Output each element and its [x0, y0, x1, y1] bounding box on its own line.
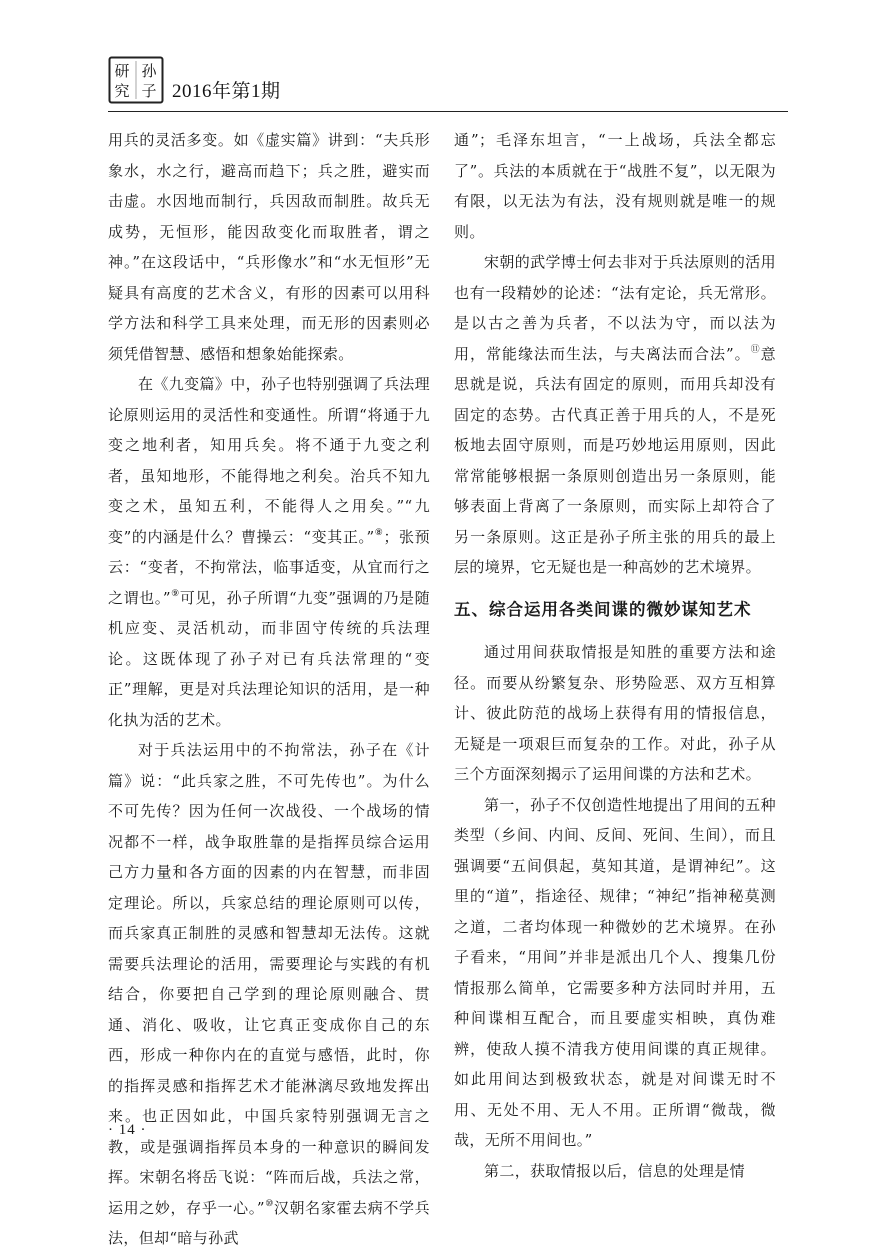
journal-logo-icon [108, 56, 164, 104]
page-number: · 14 · [108, 1122, 147, 1138]
issue-label: 2016年第1期 [172, 81, 281, 102]
paragraph: 第一，孙子不仅创造性地提出了用间的五种类型（乡间、内间、反间、死间、生间），而且强调要“五间俱起，莫知其道，是谓神纪”。这里的“道”，指途径、规律；“神纪”指神秘莫测之道，二者均体现一种微妙的艺术境界。在孙子看来，“用间”并非是派出几个人、搜集几份情报那么简单，它需要多种方法同时并用，五种间谍相互配合，而且要虚实相映，真伪难辨，使敌人摸不清我方使用间谍的真正规律。如此用间达到极致状态，就是对间谍无时不用、无处不用、无人不用。正所谓“微哉，微哉，无所不用间也。” [454, 795, 776, 1149]
paragraph: 第二，获取情报以后，信息的处理是情 [484, 1161, 745, 1180]
left-column [108, 125, 430, 1254]
header-rule [108, 111, 788, 112]
footnote-ref: ⑪ [750, 344, 761, 355]
footnote-ref: ⑩ [264, 1198, 274, 1209]
svg-text:孙: 孙 [141, 62, 157, 80]
paragraph: 对于兵法运用中的不拘常法，孙子在《计篇》说：“此兵家之胜，不可先传也”。为什么不可先传？因为任何一次战役、一个战场的情况都不一样，战争取胜靠的是指挥员综合运用己方力量和各方面的因素的内在智慧，而非固定理论。所以，兵家总结的理论原则可以传，而兵家真正制胜的灵感和智慧却无法传。这就需要兵法理论的活用，需要理论与实践的有机结合，你要把自己学到的理论原则融合、贯通、消化、吸收，让它真正变成你自己的东西，形成一种你内在的直觉与感悟，此时，你的指挥灵感和指挥艺术才能淋漓尽致地发挥出来。也正因如此，中国兵家特别强调无言之教，或是强调指挥员本身的一种意识的瞬间发挥。宋朝名将岳飞说：“阵而后战，兵法之常，运用之妙，存乎一心。”⑩汉朝名家霍去病不学兵法，但却“暗与孙武 [108, 741, 430, 1247]
paragraph: 在《九变篇》中，孙子也特别强调了兵法理论原则运用的灵活性和变通性。所谓“将通于九变之地利者，知用兵矣。将不通于九变之利者，虽知地形，不能得地之利矣。治兵不知九变之术，虽知五利，不能得人之用矣。”“九变”的内涵是什么？曹操云：“变其正。”⑧；张预云：“变者，不拘常法，临事适变，从宜而行之之谓也。”⑨可见，孙子所谓“九变”强调的乃是随机应变、灵活机动，而非固守传统的兵法理论。这既体现了孙子对已有兵法常理的“变正”理解，更是对兵法理论知识的活用，是一种化执为活的艺术。 [108, 375, 430, 729]
paragraph: 通过用间获取情报是知胜的重要方法和途径。而要从纷繁复杂、形势险恶、双方互相算计、彼此防范的战场上获得有用的情报信息，无疑是一项艰巨而复杂的工作。对此，孙子从三个方面深刻揭示了运用间谍的方法和艺术。 [454, 643, 776, 783]
paragraph: 用兵的灵活多变。如《虚实篇》讲到：“夫兵形象水，水之行，避高而趋下；兵之胜，避实而击虚。水因地而制行，兵因敌而制胜。故兵无成势，无恒形，能因敌变化而取胜者，谓之神。”在这段话中，“兵形像水”和“水无恒形”无疑具有高度的艺术含义，有形的因素可以用科学方法和科学工具来处理，而无形的因素则必须凭借智慧、感悟和想象始能探索。 [108, 131, 430, 363]
svg-text:究: 究 [114, 82, 130, 100]
footnote-ref: ⑧ [374, 527, 384, 538]
page-header [108, 56, 788, 108]
paragraph: 通”；毛泽东坦言，“一上战场，兵法全都忘了”。兵法的本质就在于“战胜不复”，以无限为有限，以无法为有法，没有规则就是唯一的规则。 [454, 131, 776, 241]
svg-text:子: 子 [141, 82, 157, 100]
paragraph: 宋朝的武学博士何去非对于兵法原则的活用也有一段精妙的论述：“法有定论，兵无常形。是以古之善为兵者，不以法为守，而以法为用，常能缘法而生法，与夫离法而合法”。⑪意思就是说，兵法有固定的原则，而用兵却没有固定的态势。古代真正善于用兵的人，不是死板地去固守原则，而是巧妙地运用原则，因此常常能够根据一条原则创造出另一条原则，能够表面上背离了一条原则，而实际上却符合了另一条原则。这正是孙子所主张的用兵的最上层的境界，它无疑也是一种高妙的艺术境界。 [454, 253, 776, 576]
footnote-ref: ⑨ [170, 588, 180, 599]
section-heading: 五、综合运用各类间谍的微妙谋知艺术 [454, 599, 752, 619]
right-column [454, 125, 776, 1186]
svg-text:研: 研 [114, 62, 130, 80]
